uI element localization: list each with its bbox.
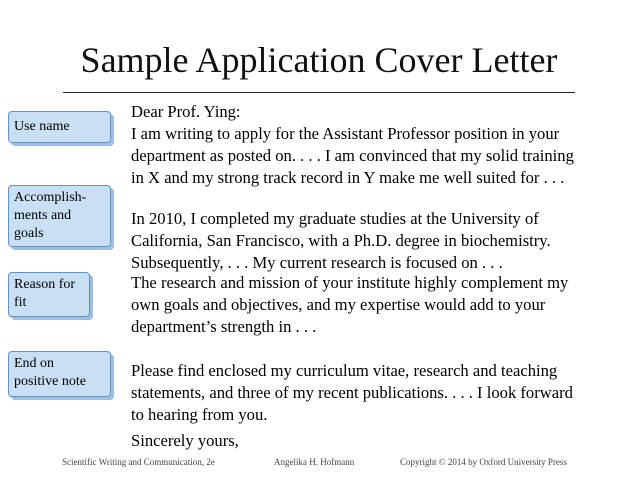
callout-line: positive note xyxy=(14,374,86,389)
callout-line: Reason for xyxy=(14,277,76,292)
letter-line: I am writing to apply for the Assistant Professor position in your xyxy=(131,124,560,143)
letter-greeting: Dear Prof. Ying: xyxy=(131,102,241,121)
letter-line: own goals and objectives, and my expertise would add to your xyxy=(131,295,546,314)
letter-line: to hearing from you. xyxy=(131,405,268,424)
letter-accomplishments-paragraph xyxy=(131,208,551,274)
letter-line: In 2010, I completed my graduate studies at the University of xyxy=(131,209,539,228)
callout-line: goals xyxy=(14,226,44,241)
callout-line: ments and xyxy=(14,208,72,223)
callout-accomplishments xyxy=(8,185,111,247)
callout-line: End on xyxy=(14,356,55,371)
letter-line: department as posted on. . . . I am convinced that my solid training xyxy=(131,146,574,165)
letter-closing-paragraph xyxy=(131,360,573,426)
callout-use-name xyxy=(8,111,111,143)
letter-line: in X and my strong track record in Y make me well suited for . . . xyxy=(131,168,565,187)
letter-line: Subsequently, . . . My current research is focused on . . . xyxy=(131,253,503,272)
letter-line: The research and mission of your institute highly complement my xyxy=(131,273,569,292)
letter-signoff: Sincerely yours, xyxy=(131,431,239,450)
callout-end-on-positive-note xyxy=(8,351,111,397)
letter-line: California, San Francisco, with a Ph.D. degree in biochemistry. xyxy=(131,231,551,250)
letter-fit-paragraph xyxy=(131,272,568,338)
title-divider xyxy=(63,92,575,93)
callout-line: fit xyxy=(14,295,27,310)
letter-line: department’s strength in . . . xyxy=(131,317,317,336)
footer-author: Angelika H. Hofmann xyxy=(274,457,355,467)
footer-copyright: Copyright © 2014 by Oxford University Press xyxy=(400,457,567,467)
callout-reason-for-fit xyxy=(8,272,90,317)
callout-line: Accomplish- xyxy=(14,190,87,205)
letter-line: Please find enclosed my curriculum vitae, research and teaching xyxy=(131,361,558,380)
slide-title: Sample Application Cover Letter xyxy=(80,40,558,80)
footer-book-title: Scientific Writing and Communication, 2e xyxy=(62,457,215,467)
callout-use-name-text: Use name xyxy=(14,119,70,134)
letter-intro-paragraph xyxy=(131,123,574,189)
letter-line: statements, and three of my recent publications. . . . I look forward xyxy=(131,383,573,402)
